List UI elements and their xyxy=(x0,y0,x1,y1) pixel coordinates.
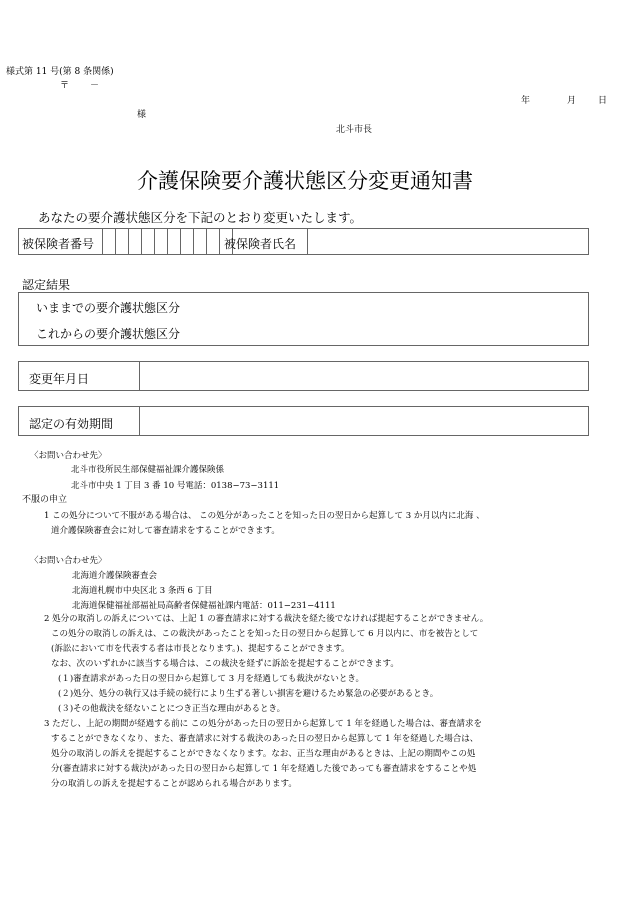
note2-line: この処分の取消しの訴えは、この裁決があったことを知った日の翌日から起算して 6 月以内に、市を被告として xyxy=(51,629,479,639)
change-date-row xyxy=(18,361,589,391)
note1-line: 道介護保険審査会に対して審査請求をすることができます。 xyxy=(51,526,280,536)
previous-care-level-label: いままでの要介護状態区分 xyxy=(36,301,181,315)
cell-divider xyxy=(115,229,116,254)
intro-text: あなたの要介護状態区分を下記のとおり変更いたします。 xyxy=(38,210,363,225)
cell-divider xyxy=(193,229,194,254)
note3-line: 処分の取消しの訴えを提起することができなくなります。なお、正当な理由があるときは、上記の期間やこの処 xyxy=(51,749,476,759)
issuer: 北斗市長 xyxy=(336,125,373,135)
cell-divider xyxy=(167,229,168,254)
contact-address-phone: 北斗市中央 1 丁目 3 番 10 号電話：0138−73−3111 xyxy=(71,481,280,491)
form-number: 様式第 11 号(第 8 条関係) xyxy=(6,67,114,77)
page-title: 介護保険要介護状態区分変更通知書 xyxy=(137,169,473,193)
contact-office: 北海道介護保険審査会 xyxy=(72,571,158,581)
certification-section-label: 認定結果 xyxy=(22,278,71,292)
note1-line: 1 この処分について不服がある場合は、 この処分があったことを知った日の翌日から起算して 3 か月以内に北海 、 xyxy=(44,511,485,521)
cell-divider xyxy=(102,229,103,254)
date-year: 年 xyxy=(521,96,531,106)
note3-line: 分(審査請求に対する裁決)があった日の翌日から起算して 1 年を経過した後であっても審査請求をすることや処 xyxy=(51,764,477,774)
change-date-label: 変更年月日 xyxy=(29,372,90,386)
cell-divider xyxy=(139,362,140,390)
appeal-heading: 不服の申立 xyxy=(22,495,68,505)
cell-divider xyxy=(154,229,155,254)
contact-phone: 北海道保健福祉部福祉局高齢者保健福祉課内電話：011−231−4111 xyxy=(72,601,336,611)
contact-address: 北海道札幌市中央区北 3 条西 6 丁目 xyxy=(72,586,213,596)
validity-period-row xyxy=(18,406,589,436)
cell-divider xyxy=(219,229,220,254)
cell-divider xyxy=(307,229,308,254)
new-care-level-label: これからの要介護状態区分 xyxy=(36,327,181,341)
note2-line: 2 処分の取消しの訴えについては、上記 1 の審査請求に対する裁決を経た後でなければ提起することができません。 xyxy=(44,614,489,624)
contact-heading: 〈お問い合わせ先〉 xyxy=(30,556,107,566)
note2-item: (２)処分、処分の執行又は手続の続行により生ずる著しい損害を避けるため緊急の必要があるとき。 xyxy=(58,689,439,699)
note2-item: (３)その他裁決を経ないことにつき正当な理由があるとき。 xyxy=(58,704,286,714)
note2-line: (訴訟において市を代表する者は市長となります。)、提起することができます。 xyxy=(51,644,350,654)
note3-line: 分の取消しの訴えを提起することが認められる場合があります。 xyxy=(51,779,297,789)
postal-mark: 〒 xyxy=(60,81,70,91)
insured-info-row xyxy=(18,228,589,255)
cell-divider xyxy=(139,407,140,435)
note2-line: なお、次のいずれかに該当する場合は、この裁決を経ずに訴訟を提起することができます。 xyxy=(51,659,399,669)
postal-dash: － xyxy=(90,81,100,91)
date-month: 月 xyxy=(567,96,577,106)
date-day: 日 xyxy=(598,96,608,106)
note3-line: 3 ただし、上記の期間が経過する前に この処分があった日の翌日から起算して 1 年を経過した場合は、審査請求を xyxy=(44,719,483,729)
cell-divider xyxy=(128,229,129,254)
insured-number-label: 被保険者番号 xyxy=(22,237,95,251)
validity-period-label: 認定の有効期間 xyxy=(29,417,114,431)
insured-name-label: 被保険者氏名 xyxy=(224,237,297,251)
contact-office: 北斗市役所民生部保健福祉課介護保険係 xyxy=(71,465,225,475)
addressee-sama: 様 xyxy=(137,110,147,120)
certification-result-box xyxy=(18,292,589,346)
cell-divider xyxy=(206,229,207,254)
note2-item: (１)審査請求があった日の翌日から起算して 3 月を経過しても裁決がないとき。 xyxy=(58,674,365,684)
cell-divider xyxy=(141,229,142,254)
cell-divider xyxy=(180,229,181,254)
contact-heading: 〈お問い合わせ先〉 xyxy=(30,451,107,461)
note3-line: することができなくなり、また、審査請求に対する裁決のあった日の翌日から起算して 1 年を経過した場合は、 xyxy=(51,734,479,744)
